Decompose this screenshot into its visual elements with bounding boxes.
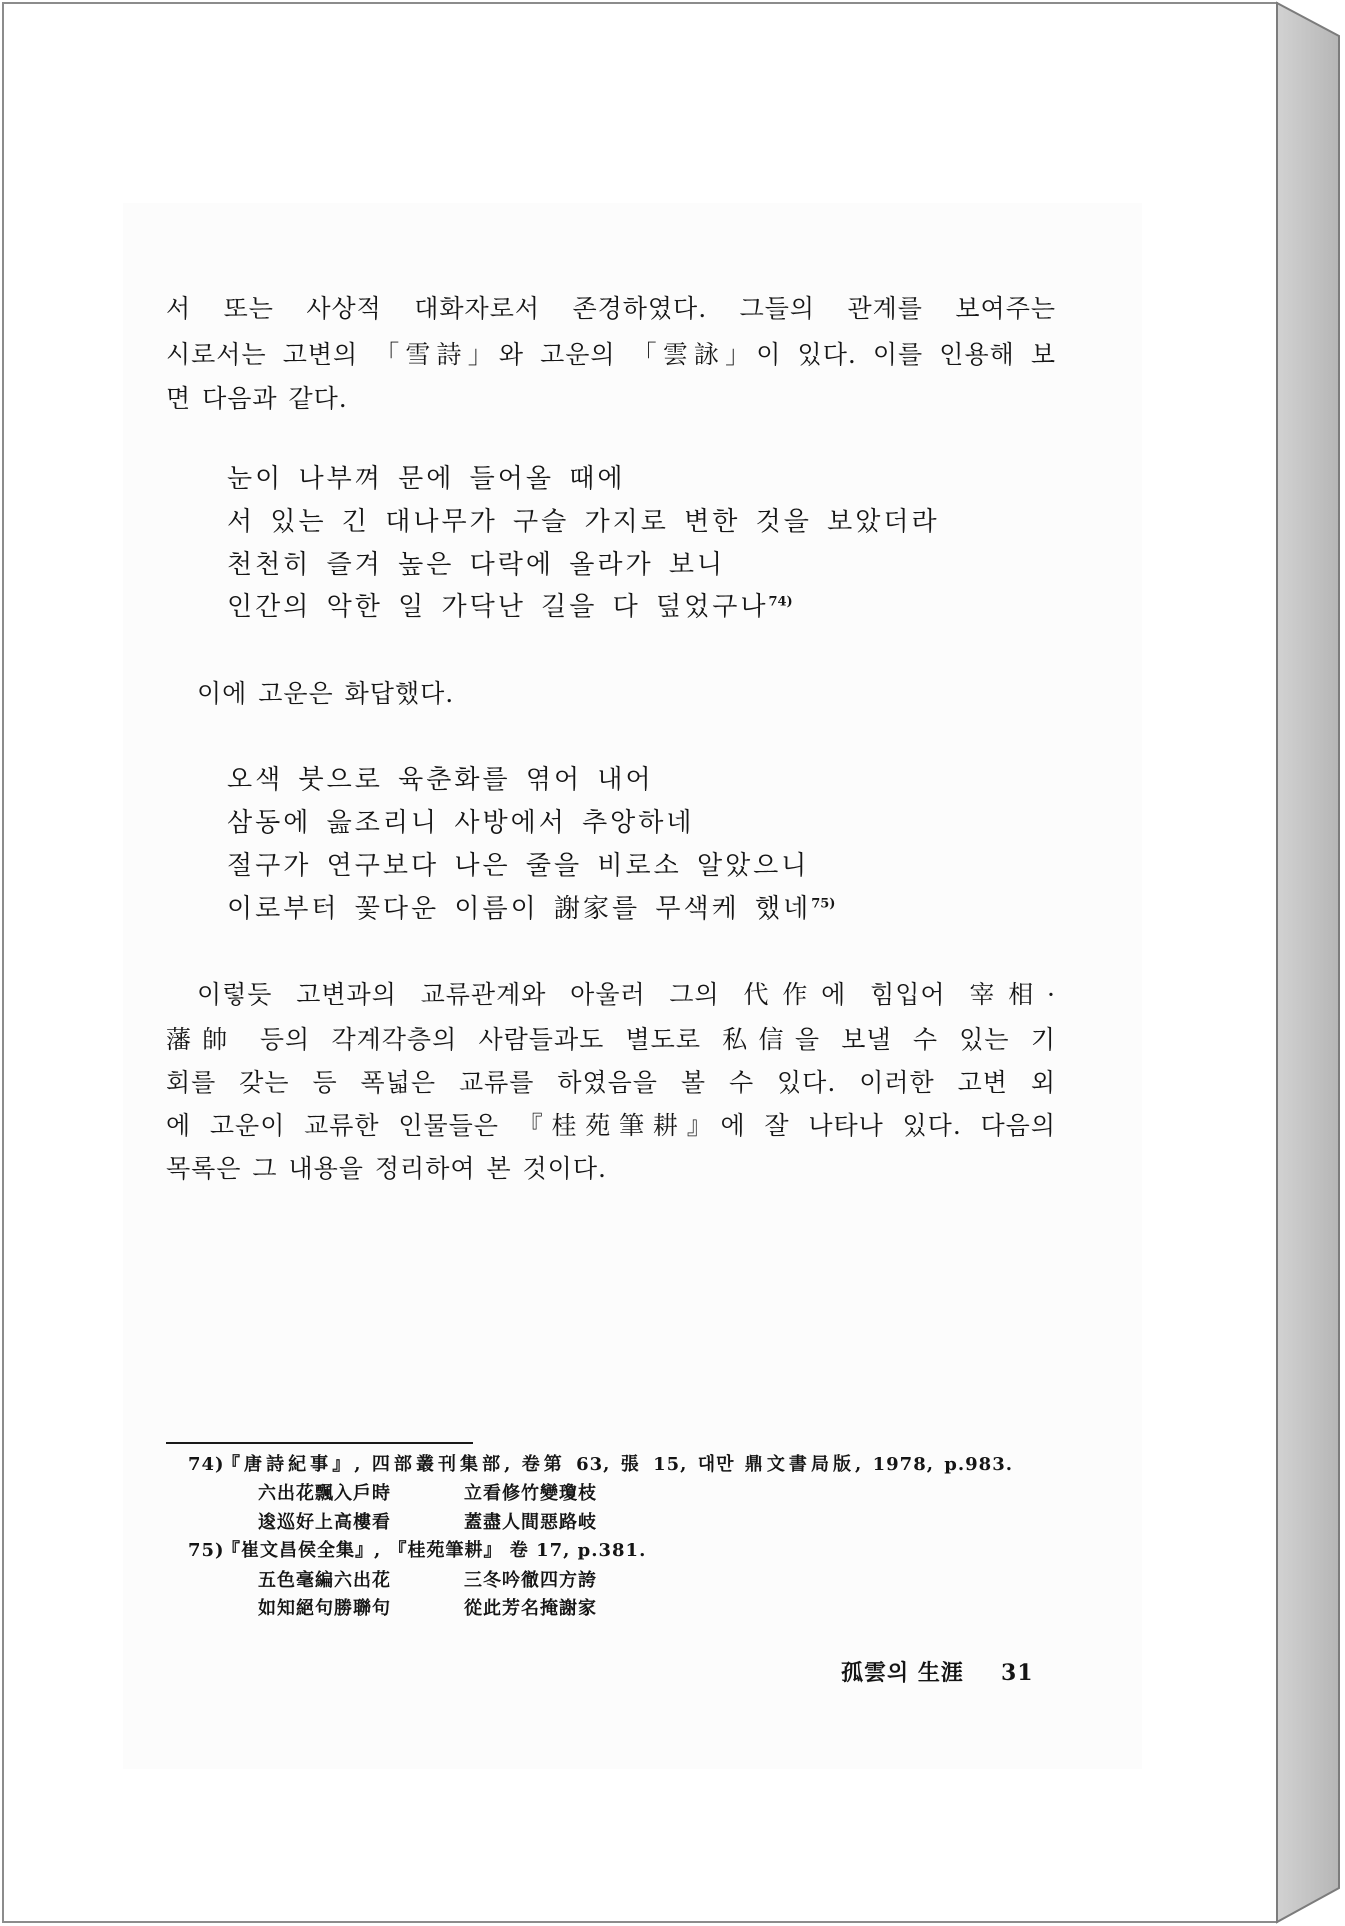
footnote-citation: 『唐詩紀事』, 四部叢刊集部, 卷第 63, 張 15, 대만 鼎文書局版, 1978, p.983. bbox=[222, 1454, 1013, 1475]
footnote-verse-line: 立看修竹變瓊枝 bbox=[464, 1483, 597, 1504]
poem-line: 삼동에 읊조리니 사방에서 추앙하네 bbox=[227, 808, 695, 838]
poem-line-text: 인간의 악한 일 가닥난 길을 다 덮었구나 bbox=[227, 592, 769, 622]
poem-line bbox=[227, 887, 835, 931]
footnote-ref: 75) bbox=[811, 896, 836, 912]
footnote-verse-line: 五色毫編六出花 bbox=[258, 1570, 391, 1591]
body-line: 藩帥 등의 각계각층의 사람들과도 별도로 私信을 보낼 수 있는 기 bbox=[166, 1025, 1056, 1054]
footnote-verse-line: 逡巡好上高樓看 bbox=[258, 1512, 391, 1533]
running-title: 孤雲의 生涯 bbox=[841, 1660, 964, 1686]
poem-line bbox=[227, 585, 793, 629]
poem-line-text: 이로부터 꽃다운 이름이 謝家를 무색케 했네 bbox=[227, 894, 812, 924]
footnote-citation: 『崔文昌侯全集』, 『桂苑筆耕』 卷 17, p.381. bbox=[222, 1540, 647, 1561]
footnote-verse-line: 三冬吟徹四方誇 bbox=[464, 1570, 597, 1591]
body-line: 면 다음과 같다. bbox=[166, 384, 348, 413]
body-line: 에 고운이 교류한 인물들은 『桂苑筆耕』에 잘 나타나 있다. 다음의 bbox=[166, 1111, 1056, 1140]
page-side-edge bbox=[1277, 3, 1339, 1922]
poem-line: 절구가 연구보다 나은 줄을 비로소 알았으니 bbox=[227, 851, 810, 881]
poem-line: 오색 붓으로 육춘화를 엮어 내어 bbox=[227, 765, 654, 795]
footnote-verse-line: 從此芳名掩謝家 bbox=[464, 1598, 597, 1619]
page-number: 31 bbox=[1001, 1660, 1034, 1686]
body-line: 서 또는 사상적 대화자로서 존경하였다. 그들의 관계를 보여주는 bbox=[166, 294, 1056, 323]
footnote-ref: 74) bbox=[768, 594, 793, 610]
footnote-marker: 74) bbox=[188, 1454, 225, 1475]
footnote-marker: 75) bbox=[188, 1540, 225, 1561]
body-line: 이에 고운은 화답했다. bbox=[197, 679, 455, 708]
body-line: 이렇듯 고변과의 교류관계와 아울러 그의 代作에 힘입어 宰相· bbox=[197, 980, 1056, 1009]
poem-line: 서 있는 긴 대나무가 구슬 가지로 변한 것을 보았더라 bbox=[227, 507, 940, 537]
footnote-verse-line: 蓋盡人間惡路岐 bbox=[464, 1512, 597, 1533]
body-line: 시로서는 고변의 「雪詩」와 고운의 「雲詠」이 있다. 이를 인용해 보 bbox=[166, 340, 1056, 369]
footnote-verse-line: 如知絕句勝聯句 bbox=[258, 1598, 391, 1619]
poem-line: 눈이 나부껴 문에 들어올 때에 bbox=[227, 464, 626, 494]
body-line: 목록은 그 내용을 정리하여 본 것이다. bbox=[166, 1154, 607, 1183]
footnote-rule bbox=[166, 1442, 473, 1444]
footnote-verse-line: 六出花飄入戶時 bbox=[258, 1483, 391, 1504]
body-line: 회를 갖는 등 폭넓은 교류를 하였음을 볼 수 있다. 이러한 고변 외 bbox=[166, 1068, 1056, 1097]
poem-line: 천천히 즐겨 높은 다락에 올라가 보니 bbox=[227, 550, 726, 580]
